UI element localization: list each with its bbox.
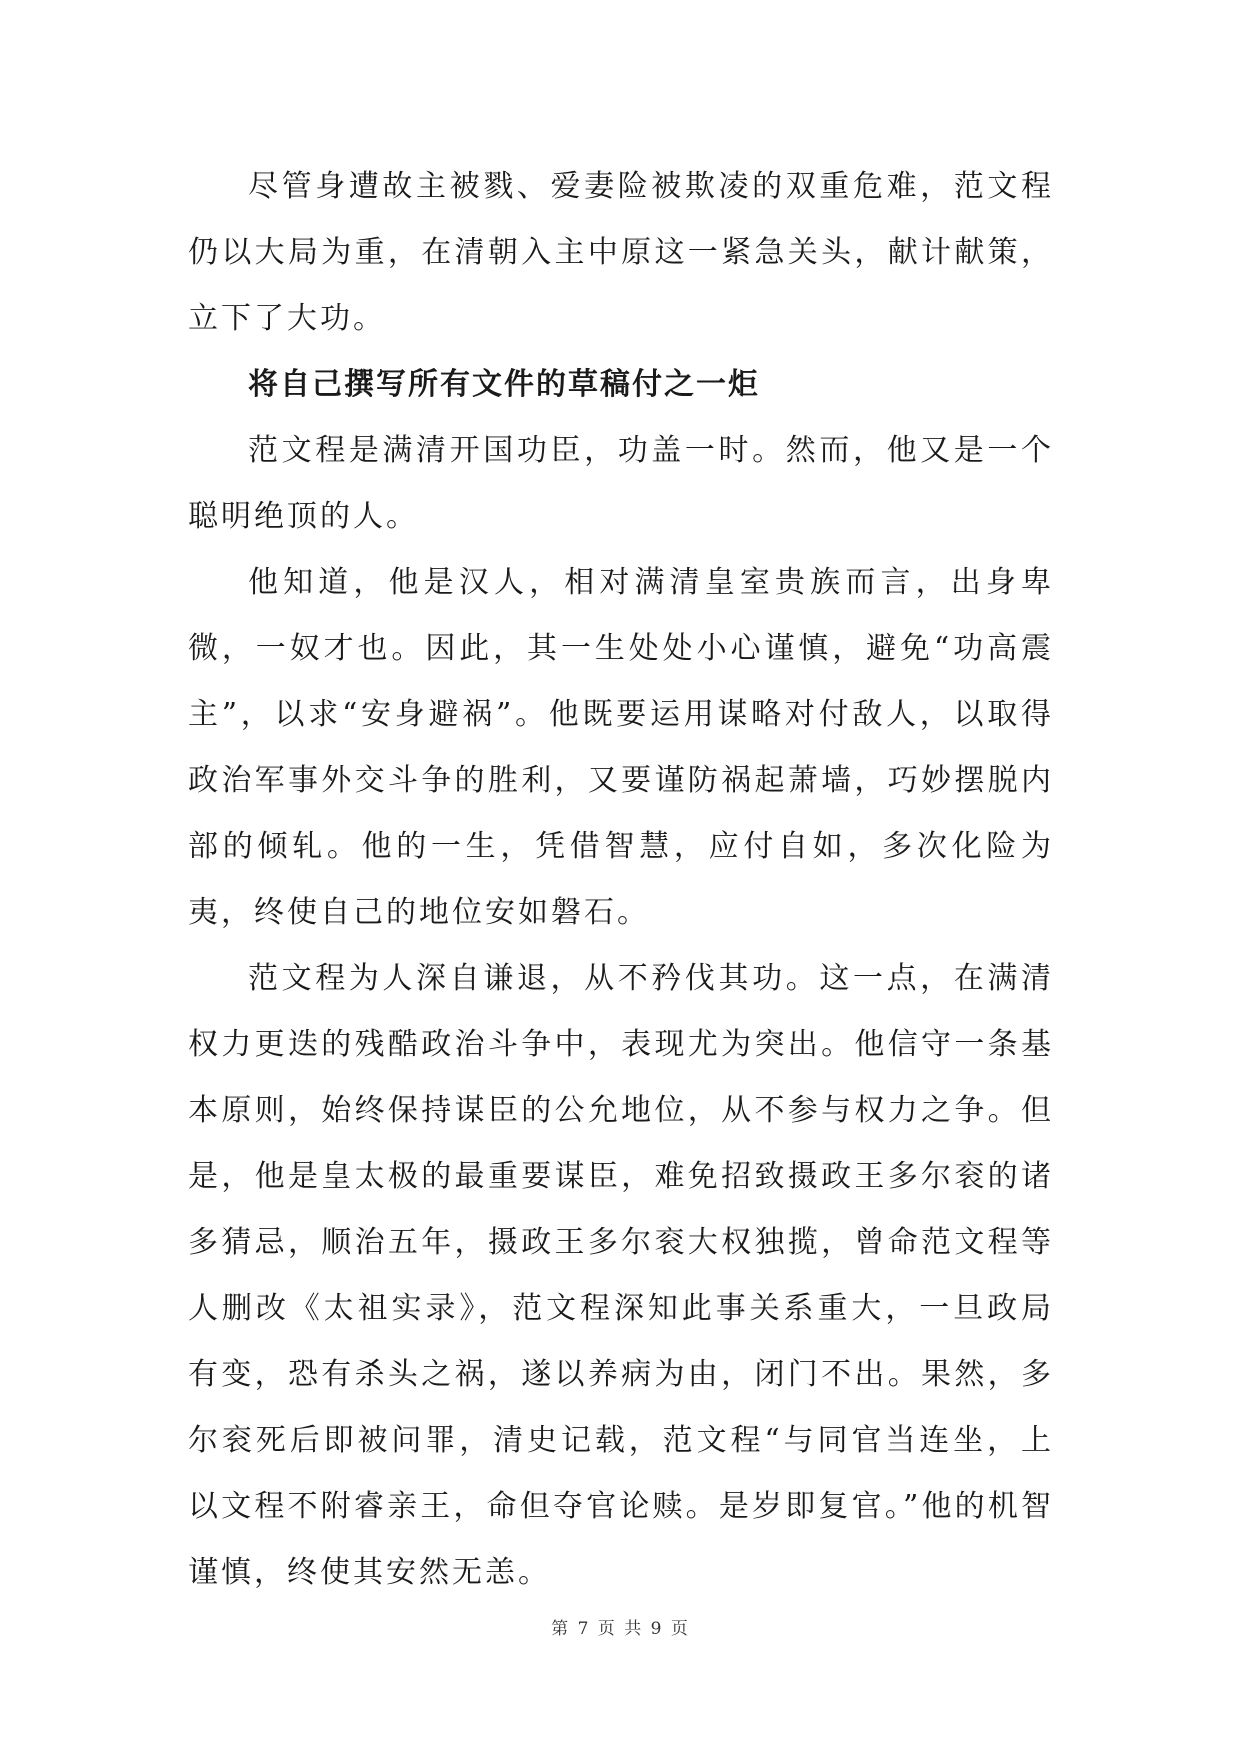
paragraph-modesty: 范文程为人深自谦退，从不矜伐其功。这一点，在满清权力更迭的残酷政治斗争中，表现尤为突出。他信守一条基本原则，始终保持谋臣的公允地位，从不参与权力之争。但是，他是皇太极的最重要谋臣，难免招致摄政王多尔衮的诸多猜忌，顺治五年，摄政王多尔衮大权独揽，曾命范文程等人删改《太祖实录》，范文程深知此事关系重大，一旦政局有变，恐有杀头之祸，遂以养病为由，闭门不出。果然，多尔衮死后即被问罪，清史记载，范文程“与同官当连坐，上以文程不附睿亲王，命但夺官论赎。是岁即复官。”他的机智谨慎，终使其安然无恙。 <box>188 961 1054 1590</box>
document-body <box>188 154 1054 1606</box>
section-heading: 将自己撰写所有文件的草稿付之一炬 <box>248 367 760 402</box>
paragraph-caution: 他知道，他是汉人，相对满清皇室贵族而言，出身卑微，一奴才也。因此，其一生处处小心谨慎，避免“功高震主”，以求“安身避祸”。他既要运用谋略对付敌人，以取得政治军事外交斗争的胜利，又要谨防祸起萧墙，巧妙摆脱内部的倾轧。他的一生，凭借智慧，应付自如，多次化险为夷，终使自己的地位安如磐石。 <box>188 565 1054 930</box>
page-number-footer: 第 7 页 共 9 页 <box>551 1619 690 1639</box>
paragraph-intro: 尽管身遭故主被戮、爱妻险被欺凌的双重危难，范文程仍以大局为重，在清朝入主中原这一紧急关头，献计献策，立下了大功。 <box>188 169 1054 336</box>
paragraph-founding-minister: 范文程是满清开国功臣，功盖一时。然而，他又是一个聪明绝顶的人。 <box>188 433 1054 534</box>
